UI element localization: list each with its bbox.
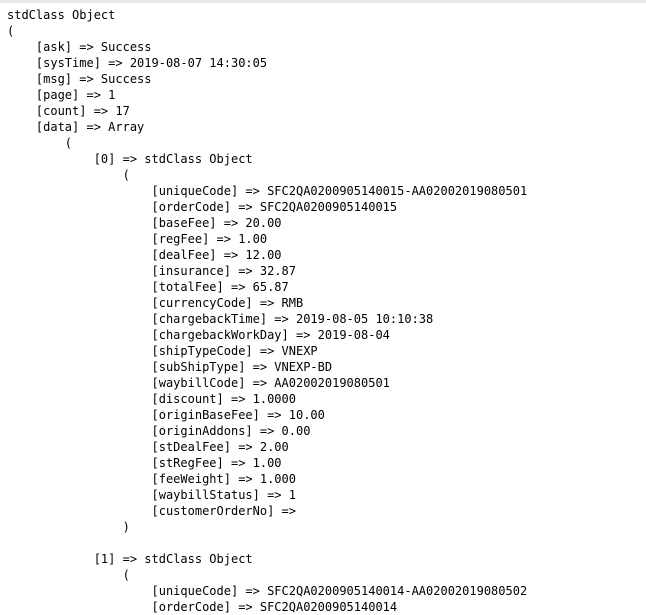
dump-line: [orderCode] => SFC2QA0200905140015 (7, 200, 398, 214)
dump-line: [originAddons] => 0.00 (7, 424, 311, 438)
dump-line: [data] => Array (7, 120, 145, 134)
dump-line: stdClass Object (7, 8, 116, 22)
dump-line: [count] => 17 (7, 104, 130, 118)
dump-line: ) (7, 520, 130, 534)
dump-line: ( (7, 168, 130, 182)
print-r-output (0, 3, 646, 615)
dump-line: [discount] => 1.0000 (7, 392, 296, 406)
dump-line: [uniqueCode] => SFC2QA0200905140014-AA02002019080502 (7, 584, 528, 598)
dump-line: [originBaseFee] => 10.00 (7, 408, 325, 422)
dump-line: [orderCode] => SFC2QA0200905140014 (7, 600, 398, 614)
dump-line: [subShipType] => VNEXP-BD (7, 360, 333, 374)
dump-line (7, 535, 646, 551)
dump-line: ( (7, 568, 130, 582)
dump-line: [feeWeight] => 1.000 (7, 472, 296, 486)
dump-line: [msg] => Success (7, 72, 152, 86)
dump-line: [totalFee] => 65.87 (7, 280, 289, 294)
dump-line: [insurance] => 32.87 (7, 264, 296, 278)
dump-line: [dealFee] => 12.00 (7, 248, 282, 262)
dump-line: [currencyCode] => RMB (7, 296, 304, 310)
dump-line: [shipTypeCode] => VNEXP (7, 344, 318, 358)
dump-line: ( (7, 136, 73, 150)
dump-line: [1] => stdClass Object (7, 552, 253, 566)
dump-line: [sysTime] => 2019-08-07 14:30:05 (7, 56, 268, 70)
dump-line: [customerOrderNo] => (7, 504, 304, 518)
dump-line: [chargebackWorkDay] => 2019-08-04 (7, 328, 390, 342)
dump-line: [regFee] => 1.00 (7, 232, 268, 246)
dump-line: [chargebackTime] => 2019-08-05 10:10:38 (7, 312, 434, 326)
dump-line: [page] => 1 (7, 88, 116, 102)
dump-line: ( (7, 24, 15, 38)
dump-line: [baseFee] => 20.00 (7, 216, 282, 230)
dump-line: [ask] => Success (7, 40, 152, 54)
dump-line: [0] => stdClass Object (7, 152, 253, 166)
dump-line: [stRegFee] => 1.00 (7, 456, 282, 470)
dump-line: [waybillStatus] => 1 (7, 488, 296, 502)
dump-line: [uniqueCode] => SFC2QA0200905140015-AA02002019080501 (7, 184, 528, 198)
dump-line: [stDealFee] => 2.00 (7, 440, 289, 454)
dump-line: [waybillCode] => AA02002019080501 (7, 376, 390, 390)
